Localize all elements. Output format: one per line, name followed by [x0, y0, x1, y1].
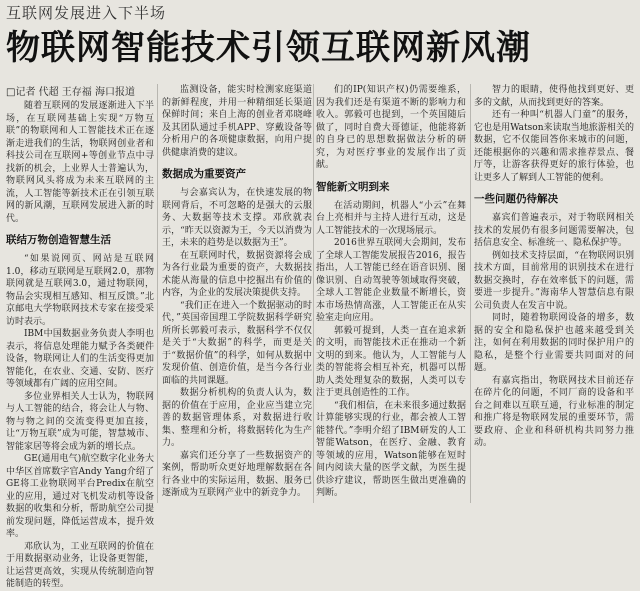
article-column-1 [6, 100, 154, 589]
section-heading: 联结万物创造智慧生活 [6, 234, 111, 246]
column-divider [157, 84, 158, 503]
article-column-4 [474, 84, 634, 503]
article-column-3 [316, 84, 466, 503]
paragraph: 智力的眼睛，使得他找到更好、更多的文献，从而找到更好的答案。 [474, 85, 634, 108]
paragraph: 们的IP(知识产权)仍需要维系，因为我们还是有渠道不断的影响力和收入。郭毅可也提到，一个英国随后做了，同时自费大哥德证，他能将新的自身已的思想数据做法分析的研究，为对医疗事业的发展作出了贡献。 [316, 85, 466, 170]
paragraph: 在互联网时代，数据资源将会成为各行业最为重要的资产，大数据技术能从海量的信息中挖掘出有价值的内容，为企业的发展决策提供支持。 [162, 250, 312, 298]
paragraph: 随着互联网的发展逐渐进入下半场，在互联网基础上实现“万物互联”的物联网和人工智能技术正在逐渐走进我们的生活，物联网创业者和科技公司在互联网+等创业节点中寻找新的机会，上业界人士普遍认为，物联网风头将成为未来互联网的主流，人工智能等新技术正在引领互联网的新风潮，互联网发展进入新的时代。 [6, 101, 154, 224]
paragraph: 数据分析机构的负责人认为，数据的价值在于应用，企业应当建立完善的数据管理体系，对数据进行收集、整理和分析，将数据转化为生产力。 [162, 388, 312, 448]
paragraph: 在活动期间，机器人“小云”在舞台上亮相并与主持人进行互动，这是人工智能技术的一次现场展示。 [316, 200, 466, 236]
paragraph: 还有一种叫“机器人门童”的服务，它也是用Watson来读取当地旅游相关的数据，它不仅能回答你来城市的问题，还能根据你的兴趣和需求推荐景点、餐厅等，让游客获得更好的旅行体验，也让更多人了解到人工智能的便利。 [474, 110, 634, 183]
paragraph: GE(通用电气)航空数字化业务大中华区首席数字官Andy Yang介绍了GE将工业物联网平台Predix在航空业的应用，通过对飞机发动机等设备数据的收集和分析，帮助航空公司提前发现问题，降低运营成本，提升效率。 [6, 454, 154, 539]
paragraph: 邓欣认为，工业互联网的价值在于用数据驱动业务，让设备更智能，让运营更高效，实现从传统制造向智能制造的转型。 [6, 541, 154, 589]
article-column-2 [162, 84, 312, 503]
paragraph: 同时，随着物联网设备的增多，数据的安全和隐私保护也越来越受到关注，如何在利用数据的同时保护用户的隐私，是整个行业需要共同面对的问题。 [474, 313, 634, 373]
column-divider [470, 84, 471, 503]
column-divider [313, 84, 314, 503]
section-heading: 智能新文明到来 [316, 180, 390, 193]
paragraph: 例如技术支持层面，“在物联网识别技术方面，目前常用的识别技术在进行数据交换时，存在效率低下的问题，需要进一步提升。”海南华人智慧信息有限公司负责人在发言中说。 [474, 250, 634, 311]
paragraph: IBM中国数据业务负责人李明也表示，将信息处理能力赋予各类硬件设备，物联网让人们的生活变得更加智能化，在农业、交通、安防、医疗等领域都有广阔的应用空间。 [6, 329, 154, 389]
paragraph: “我们相信，在未来很多通过数据计算能够实现的行业，都会被人工智能替代。”李明介绍了IBM研发的人工智能Watson，在医疗、金融、教育等领域的应用，Watson能够在短时间内阅读大量的医学文献，为医生提供诊疗建议，帮助医生做出更准确的判断。 [316, 400, 466, 498]
paragraph: 有嘉宾指出，物联网技术目前还存在碎片化的问题，不同厂商的设备和平台之间难以互联互通，行业标准的制定和推广将是物联网发展的重要环节，需要政府、企业和科研机构共同努力推动。 [474, 375, 634, 448]
article-kicker: 互联网发展进入下半场 [6, 4, 167, 22]
paragraph: “我们正在进入一个数据驱动的时代，”英国帝国理工学院数据科学研究所所长郭毅可表示，数据科学不仅仅是关于“大数据”的科学，而更是关于“数据价值”的科学，如何从数据中发现价值、创造价值，是当今各行业面临的共同课题。 [162, 300, 312, 386]
article-byline: □记者 代超 王存福 海口报道 [6, 87, 135, 98]
section-heading: 数据成为重要资产 [162, 168, 246, 180]
paragraph: “如果说网页、网站是互联网1.0，移动互联网是互联网2.0，那物联网就是互联网3.0，通过物联网，物品会实现相互感知、相互反馈。”北京邮电大学物联网技术专家在接受采访时表示。 [6, 254, 154, 327]
paragraph: 与会嘉宾认为，在快速发展的物联网背后，不可忽略的是强大的云服务、大数据等技术支撑。邓欣就表示，“昨天以资源为王，今天以消费为王，未来的趋势是以数据为王”。 [162, 188, 312, 248]
paragraph: 嘉宾们还分享了一些数据资产的案例，帮助听众更好地理解数据在各行各业中的实际运用，数据、服务已逐渐成为互联网产业中的新竞争力。 [162, 450, 312, 498]
paragraph: 郭毅可提到，人类一直在追求新的文明，而智能技术正在推动一个新文明的到来。他认为，人工智能与人类的智能将会相互补充，机器可以帮助人类处理复杂的数据，人类可以专注于更具创造性的工作。 [316, 325, 466, 398]
paragraph: 监测设备，能实时检测家庭渠道的新鲜程度，并用一种精细延长渠道保鲜时间；来自上海的创业者邓晓峰及其团队通过手机APP、穿戴设备等分析用户的各项健康数据，向用户提供健康消费的建议。 [162, 85, 312, 158]
paragraph: 多位业界相关人士认为，物联网与人工智能的结合，将会让人与物、物与物之间的交流变得更加直接，让“万物互联”成为可能，智慧城市、智能家居等将会成为新的增长点。 [6, 391, 154, 452]
paragraph: 2016世界互联网大会期间，发布了全球人工智能发展报告2016，报告指出，人工智能已经在语音识别、图像识别、自动驾驶等领域取得突破，全球人工智能企业数量不断增长，资本市场热情高涨，人工智能正在从实验室走向应用。 [316, 238, 466, 323]
paragraph: 嘉宾们普遍表示，对于物联网相关技术的发展仍有很多问题需要解决，包括信息安全、标准统一、隐私保护等。 [474, 213, 634, 248]
article-headline: 物联网智能技术引领互联网新风潮 [6, 28, 531, 68]
section-heading: 一些问题仍待解决 [474, 193, 558, 205]
